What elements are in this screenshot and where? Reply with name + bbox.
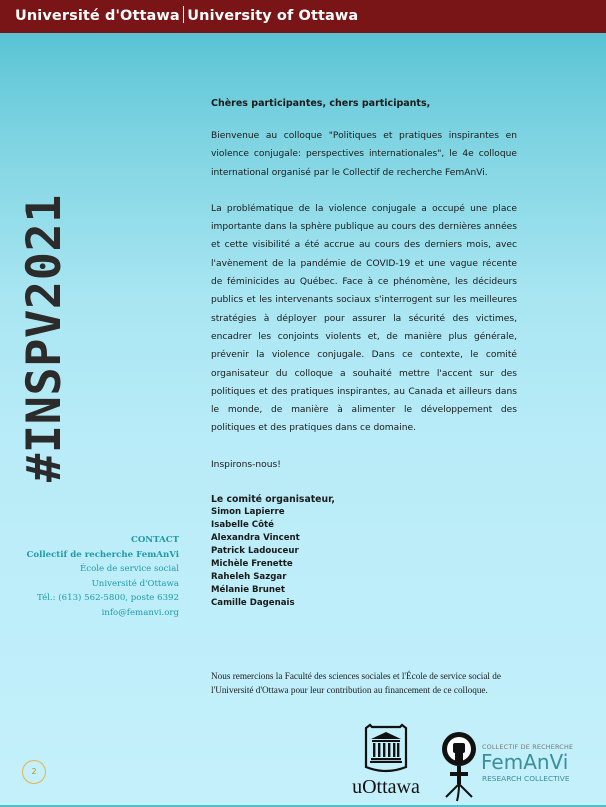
uottawa-crest-icon	[340, 723, 432, 775]
contact-school: École de service social	[79, 564, 179, 574]
letter-signoff: Inspirons-nous!	[211, 459, 281, 470]
committee-member: Michèle Frenette	[211, 559, 293, 570]
committee-list	[211, 506, 517, 610]
banner-english-name: University of Ottawa	[187, 8, 359, 24]
contact-university: Université d'Ottawa	[91, 578, 179, 589]
contact-organization: Collectif de recherche FemAnVi	[26, 549, 179, 560]
contact-block	[27, 533, 180, 620]
letter-greeting: Chères participantes, chers participants,	[211, 98, 431, 109]
femanvi-tagline-bottom: RESEARCH COLLECTIVE	[482, 774, 570, 783]
committee-member: Camille Dagenais	[211, 598, 295, 609]
welcome-letter	[211, 98, 517, 610]
committee-member: Alexandra Vincent	[211, 533, 300, 544]
contact-email[interactable]: info@femanvi.org	[101, 607, 179, 618]
committee-member: Patrick Ladouceur	[211, 546, 299, 557]
letter-paragraph-context: La problématique de la violence conjugale a occupé une place importante dans la sphère publique au cours des dernières années et cette visibilité a été accrue au cours des derniers mois, avec l'avènement de la pandémie de COVID-19 et une vague récente de féminicides au Québec. Face à ce phénomène, les décideurs publics et les intervenants sociaux s'interrogent sur les meilleures stratégies à déployer pour assurer la sécurité des victimes, encadrer les conjoints violents et, de manière plus générale, prévenir la violence conjugale. Dans ce contexte, le comité organisateur du colloque a souhaité mettre l'accent sur des politiques et des pratiques inspirantes, au Canada et ailleurs dans le monde, de manière à alimenter le développement des politiques et des pratiques dans ce domaine.	[211, 203, 517, 434]
committee-member: Simon Lapierre	[211, 507, 285, 518]
uottawa-logo	[340, 723, 432, 803]
committee-member: Raheleh Sazgar	[211, 572, 287, 583]
banner-divider	[183, 6, 185, 23]
letter-paragraph-intro: Bienvenue au colloque "Politiques et pratiques inspirantes en violence conjugale: perspectives internationales", le 4e colloque international organisé par le Collectif de recherche FemAnVi.	[211, 131, 517, 178]
femanvi-tagline-top: COLLECTIF DE RECHERCHE	[482, 743, 574, 751]
contact-phone: Tél.: (613) 562-5800, poste 6392	[37, 593, 179, 603]
banner-french-name: Université d'Ottawa	[15, 8, 180, 24]
femanvi-fist-symbol-icon	[438, 727, 482, 803]
femanvi-name: FemAnVi	[481, 750, 569, 774]
committee-member: Mélanie Brunet	[211, 585, 285, 596]
committee-title: Le comité organisateur,	[211, 494, 335, 506]
committee-member: Isabelle Côté	[211, 520, 274, 531]
funding-acknowledgement: Nous remercions la Faculté des sciences sociales et l'École de service social de l'Université d'Ottawa pour leur contribution au financement de ce colloque.	[211, 671, 501, 696]
vertical-hashtag-title: #INSPV2021	[17, 194, 72, 482]
uottawa-wordmark: uOttawa	[352, 776, 420, 798]
page-number: 2	[22, 760, 46, 784]
contact-title: CONTACT	[130, 535, 179, 545]
university-banner	[0, 0, 606, 33]
femanvi-logo	[438, 727, 606, 803]
